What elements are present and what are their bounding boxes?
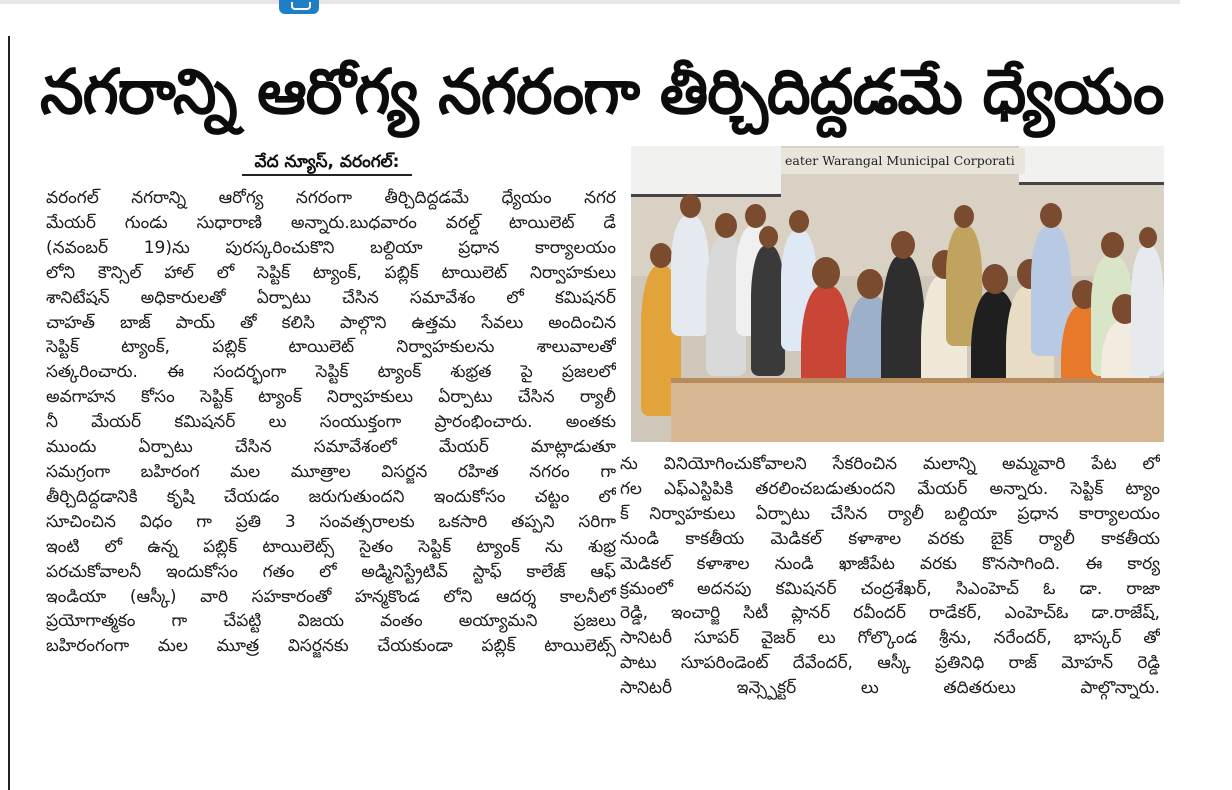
article-text-line: క్ నిర్వాహకులు ఏర్పాటు చేసిన ర్యాలీ బల్దియా ప్రధాన కార్యాలయం: [620, 503, 1160, 524]
article-text-line: మేయర్ గుండు సుధారాణి అన్నారు.బుధవారం వరల్డ్ టాయిలెట్ డే: [46, 212, 616, 233]
article-text-line: ముందు ఏర్పాటు చేసిన సమావేశంలో మేయర్ మాట్లాడుతూ: [46, 437, 616, 458]
article-byline: వేద న్యూస్, వరంగల్:: [242, 150, 412, 176]
photo-person-head: [891, 231, 915, 259]
article-text-line: నుండి కాకతీయ మెడికల్ కళాశాల వరకు బైక్ ర్యాలీ కాకతీయ: [620, 528, 1160, 549]
article-text-line: తీర్చిదిద్దడానికి కృషి చేయడం జరుగుతుందని ఇందుకోసం చట్టం లో: [46, 486, 616, 507]
article-text-line: శానిటేషన్ అధికారులతో ఏర్పాటు చేసిన సమావేశం లో కమిషనర్: [46, 287, 616, 308]
article-text-line: పరచుకోవాలనీ ఇందుకోసం గతం లో అడ్మినిస్ట్రేటివ్ స్టాఫ్ కాలేజ్ ఆఫ్: [46, 561, 616, 582]
photo-table: [671, 378, 1164, 442]
article-photo: [631, 146, 1164, 442]
photo-person-head: [680, 194, 701, 218]
photo-person-head: [650, 243, 672, 268]
article-text-line: సమగ్రంగా బహిరంగ మల మూత్రాల విసర్జన రహిత నగరం గా: [46, 461, 616, 482]
article-headline: నగరాన్ని ఆరోగ్య నగరంగా తీర్చిదిద్దడమే ధ్యేయం: [40, 55, 1164, 128]
photo-person-head: [1101, 232, 1124, 258]
photo-person-figure: [671, 216, 709, 336]
logo-icon: [279, 0, 319, 14]
photo-person-head: [759, 226, 778, 248]
photo-person-head: [812, 257, 840, 289]
photo-person-head: [857, 269, 883, 299]
article-text-line: బహిరంగంగా మల మూత్ర విసర్జనకు చేయకుండా పబ్లిక్ టాయిలెట్స్: [46, 636, 616, 657]
top-rule: [0, 0, 1180, 4]
photo-person-head: [982, 264, 1008, 294]
article-text-line: మెడికల్ కళాశాల నుండి ఖాజీపేట వరకు కొనసాగింది. ఈ కార్య: [620, 553, 1160, 574]
photo-person-figure: [751, 246, 785, 376]
article-text-line: సెప్టిక్ ట్యాంక్, పబ్లిక్ టాయిలెట్ నిర్వాహకులను శాలువాలతో: [46, 337, 616, 358]
article-text-line: క్రమంలో అదనపు కమిషనర్ చంద్రశేఖర్, సిఎంహెచ్ ఓ డా. రాజా: [620, 578, 1160, 599]
photo-person-head: [715, 213, 737, 238]
article-text-line: గల ఎఫ్ఎస్టిపికి తరలించబడుతుందని మేయర్ అన్నారు. సెప్టిక్ ట్యాం: [620, 478, 1160, 499]
article-text-line: ఇండియా (ఆస్కీ) వారి సహకారంతో హన్మకొండ లోని ఆదర్శ కాలనీలో: [46, 586, 616, 607]
article-text-line: ప్రయోగాత్మకం గా చేపట్టి విజయ వంతం అయ్యామని ప్రజలు: [46, 611, 616, 632]
photo-person-head: [1139, 227, 1157, 248]
article-text-line: వరంగల్ నగరాన్ని ఆరోగ్య నగరంగా తీర్చిదిద్దడమే ధ్యేయం నగర: [46, 188, 616, 208]
article-text-line: అవగాహన కోసం సెప్టిక్ ట్యాంక్ నిర్వాహకులు ఏర్పాటు చేసిన ర్యాలీ: [46, 387, 616, 408]
article-body-right-column: [620, 452, 1160, 701]
article-text-line: రెడ్డి, ఇంచార్జి సిటీ ప్లానర్ రవీందర్ రాడేకర్, ఎంహెచ్ఓ డా.రాజేష్,: [620, 603, 1160, 624]
photo-person-head: [789, 210, 809, 233]
photo-person-figure: [1131, 246, 1164, 376]
photo-person-head: [1040, 203, 1062, 228]
article-body-left-column: [46, 186, 616, 659]
article-text-line: ను వినియోగించుకోవాలని సేకరించిన మలాన్ని అమ్మవారి పేట లో: [620, 454, 1160, 474]
article-text-line: నీ మేయర్ కమిషనర్ లు సంయుక్తంగా ప్రారంభించారు. అంతకు: [46, 412, 616, 433]
article-text-line: పాటు సూపరిండెంట్ దేవేందర్, ఆస్కీ ప్రతినిధి రాజ్ మోహన్ రెడ్డి: [620, 653, 1160, 674]
article-text-line: సానిటరీ సూపర్ వైజర్ లు గోల్కొండ శ్రీను, నరేందర్, భాస్కర్ తో: [620, 628, 1160, 649]
article-text-line: ఇంటి లో ఉన్న పబ్లిక్ టాయిలెట్స్ సైతం సెప్టిక్ ట్యాంక్ ను శుభ్ర: [46, 536, 616, 557]
photo-person-head: [745, 204, 766, 228]
photo-sign-text: eater Warangal Municipal Corporati: [781, 148, 1025, 174]
article-text-line: లోని కౌన్సిల్ హాల్ లో సెప్టిక్ ట్యాంక్, పబ్లిక్ టాయిలెట్ నిర్వాహకులు: [46, 262, 616, 283]
article-text-line: సానిటరీ ఇన్స్పెక్టర్ లు తదితరులు పాల్గొన్నారు.: [620, 678, 1160, 699]
article-text-line: సూచించిన విధం గా ప్రతి 3 సంవత్సరాలకు ఒకసారి తప్పని సరిగా: [46, 511, 616, 532]
page-border-line: [8, 36, 10, 790]
photo-person-head: [954, 205, 974, 228]
article-text-line: సత్కరించారు. ఈ సందర్భంగా సెప్టిక్ ట్యాంక్ శుభ్రత పై ప్రజలలో: [46, 362, 616, 383]
article-text-line: (నవంబర్ 19)ను పురస్కరించుకొని బల్దియా ప్రధాన కార్యాలయం: [46, 237, 616, 258]
article-text-line: చాహత్ బాజ్ పాయ్ తో కలిసి పాల్గొని ఉత్తమ సేవలు అందించిన: [46, 312, 616, 333]
